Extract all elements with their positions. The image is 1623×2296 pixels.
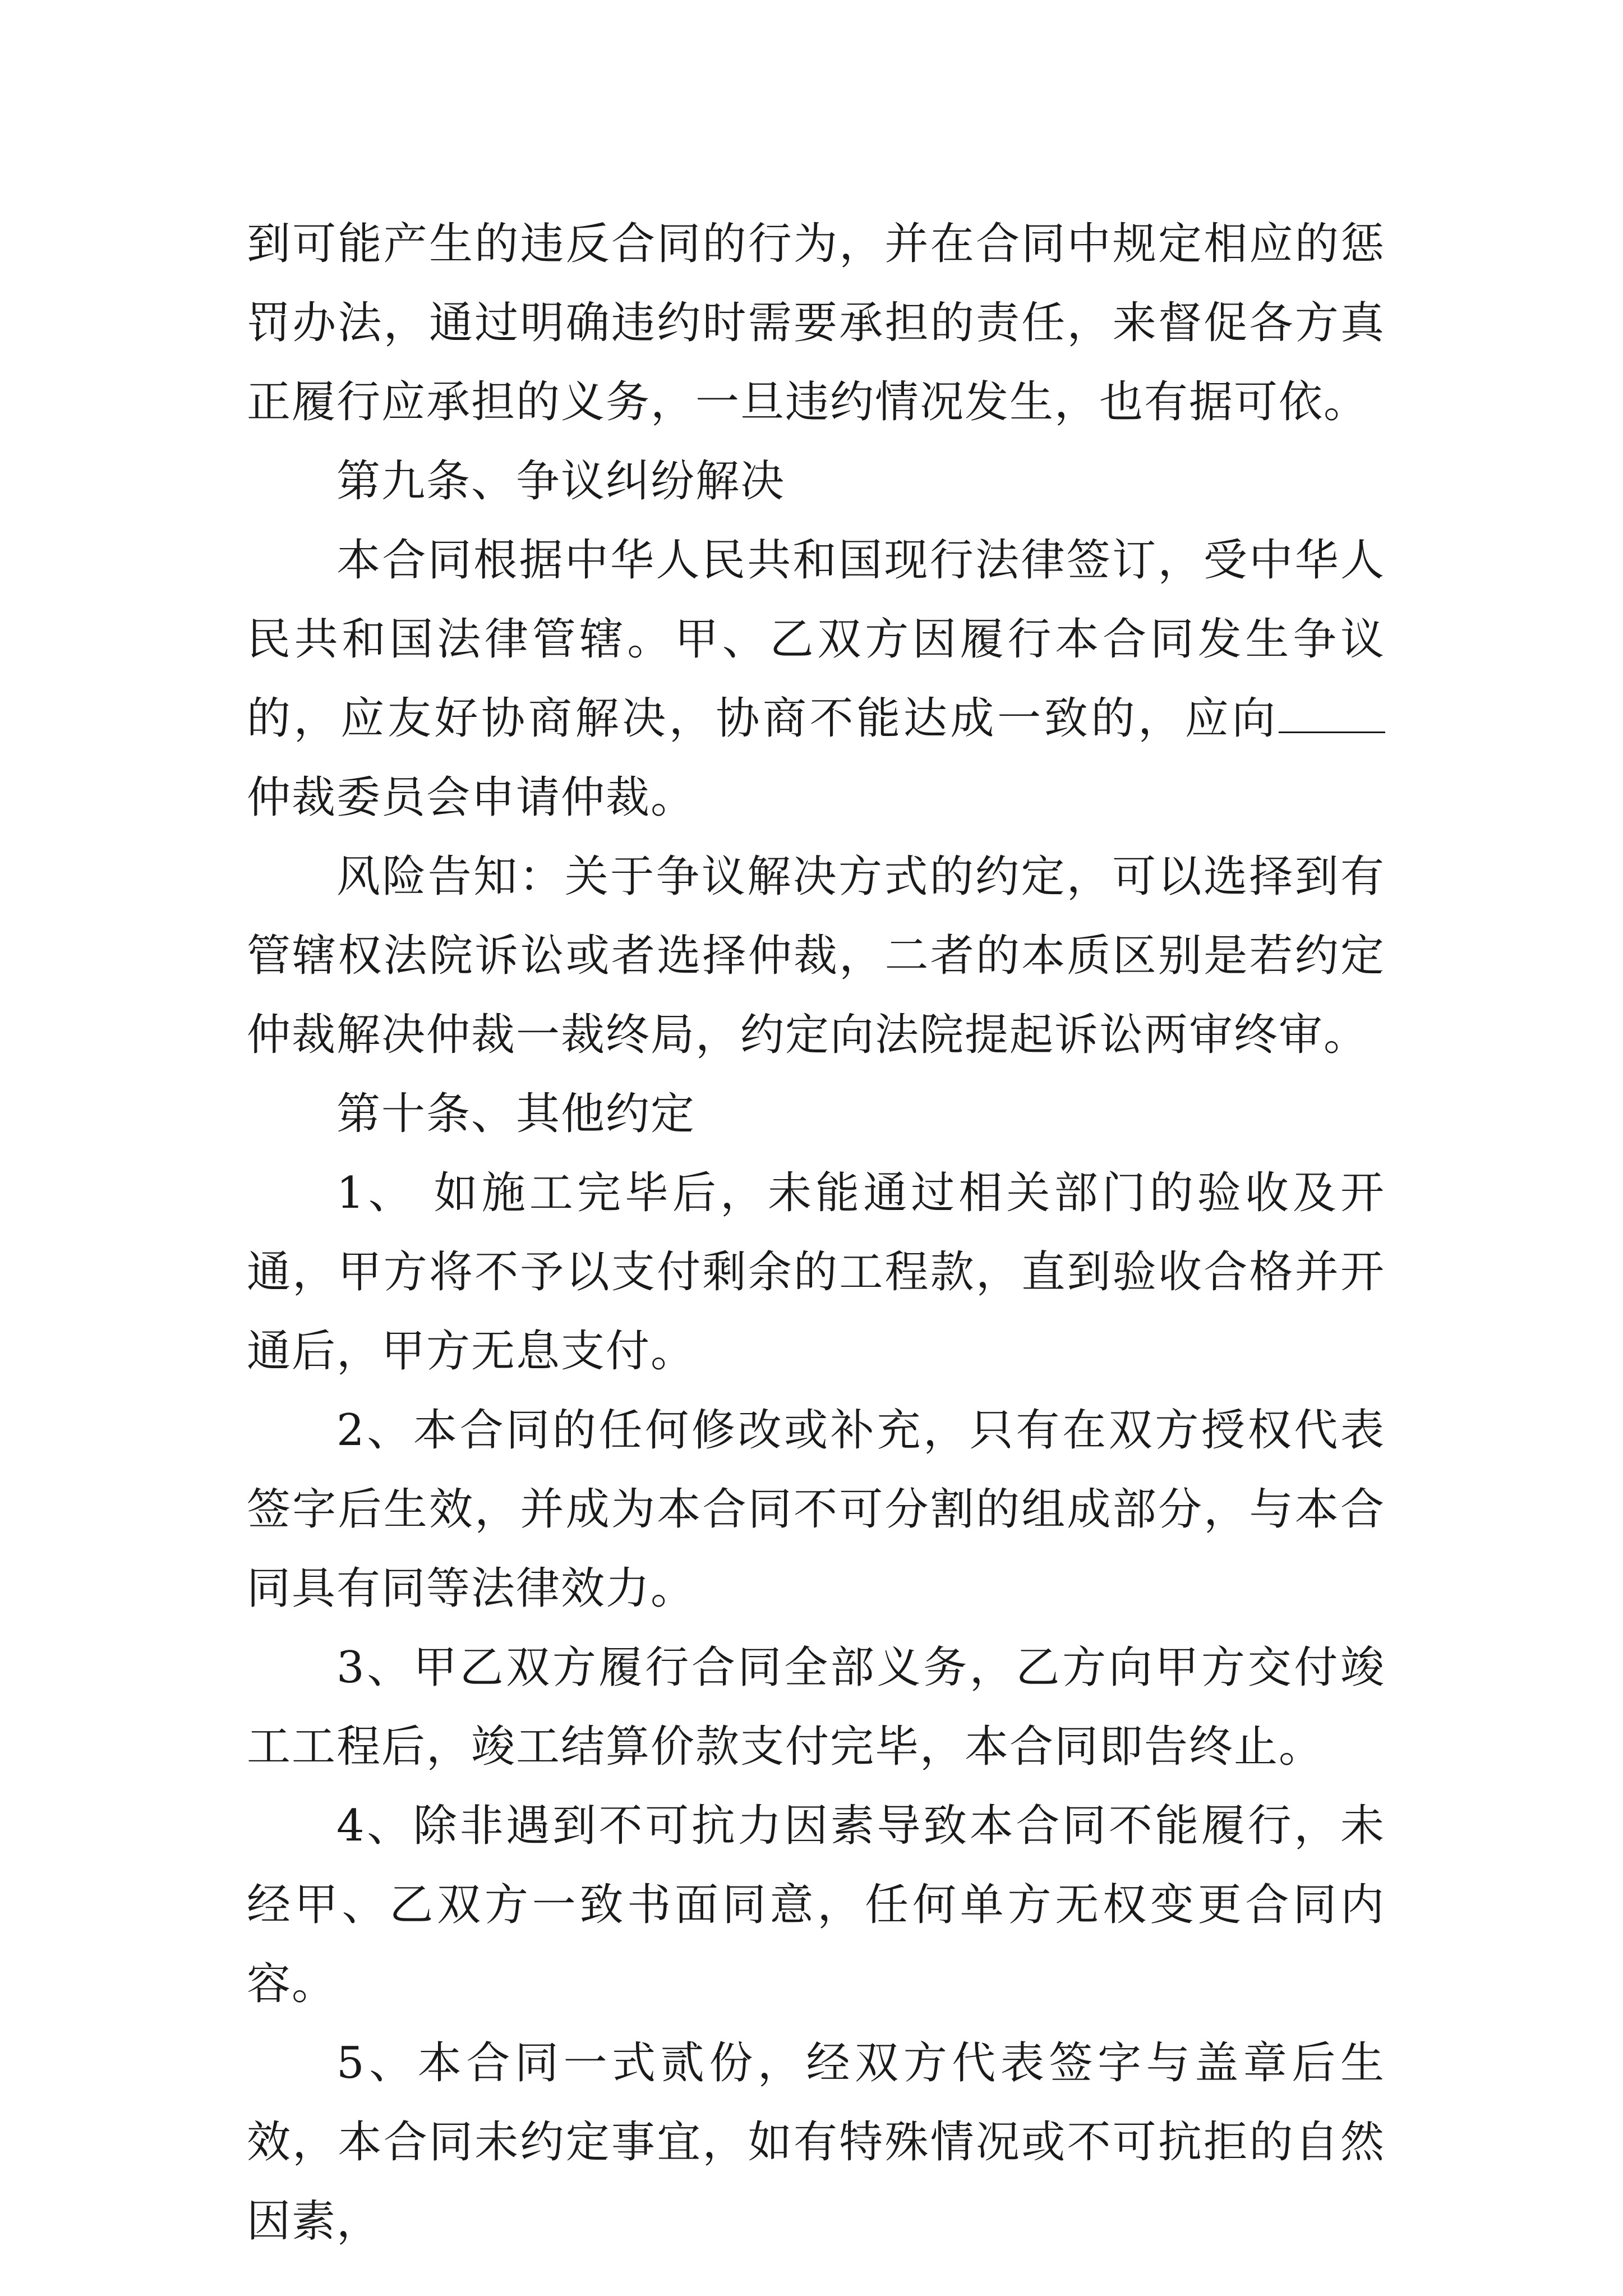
- paragraph-breach-penalty: 到可能产生的违反合同的行为，并在合同中规定相应的惩罚办法，通过明确违约时需要承担的责任，来督促各方真正履行应承担的义务，一旦违约情况发生，也有据可依。: [247, 219, 1385, 427]
- paragraph-risk-notice: 风险告知：关于争议解决方式的约定，可以选择到有管辖权法院诉讼或者选择仲裁，二者的本质区别是若约定仲裁解决仲裁一裁终局，约定向法院提起诉讼两审终审。: [247, 852, 1385, 1060]
- document-body: [247, 205, 1385, 2261]
- clause-item-3: 3、甲乙双方履行合同全部义务，乙方向甲方交付竣工工程后，竣工结算价款支付完毕，本合同即告终止。: [247, 1642, 1385, 1772]
- paragraph-dispute-resolution: [247, 521, 1385, 838]
- heading-article-9: 第九条、争议纠纷解决: [336, 456, 786, 507]
- clause-item-2: 2、本合同的任何修改或补充，只有在双方授权代表签字后生效，并成为本合同不可分割的组成部分，与本合同具有同等法律效力。: [247, 1405, 1385, 1614]
- dispute-text-part2: 仲裁委员会申请仲裁。: [247, 772, 696, 823]
- clause-item-1: 1、 如施工完毕后，未能通过相关部门的验收及开通，甲方将不予以支付剩余的工程款，直到验收合格并开通后，甲方无息支付。: [247, 1168, 1385, 1377]
- clause-item-5: 5、本合同一式贰份，经双方代表签字与盖章后生效，本合同未约定事宜，如有特殊情况或不可抗拒的自然因素，: [247, 2038, 1385, 2247]
- arbitration-blank-field: [1279, 697, 1385, 733]
- dispute-text-part1: 本合同根据中华人民共和国现行法律签订，受中华人民共和国法律管辖。甲、乙双方因履行本合同发生争议的，应友好协商解决，协商不能达成一致的，应向: [247, 535, 1385, 744]
- clause-item-4: 4、除非遇到不可抗力因素导致本合同不能履行，未经甲、乙双方一致书面同意，任何单方无权变更合同内容。: [247, 1801, 1385, 2009]
- heading-article-10: 第十条、其他约定: [336, 1089, 696, 1139]
